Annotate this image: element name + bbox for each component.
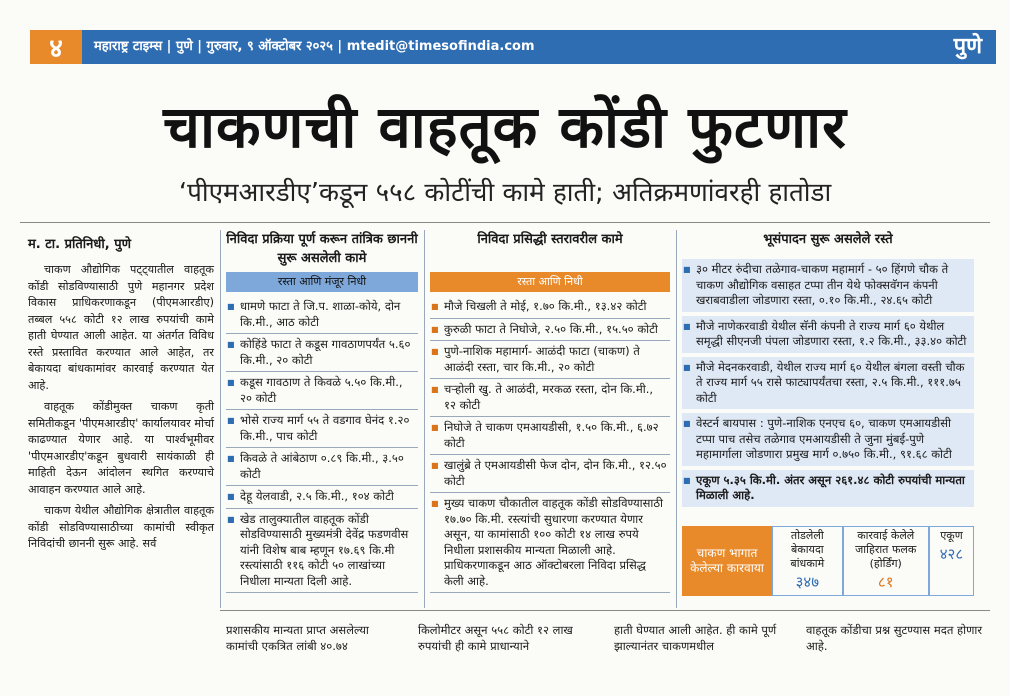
list-item: ■ धामणे फाटा ते जि.प. शाळा-कोये, दोन कि.मी., आठ कोटी [226, 296, 418, 334]
list-item: ■ मौजे मेदनकरवाडी, येथील राज्य मार्ग ६० येथील बंगला वस्ती चौक ते राज्य मार्ग ५५ रासे फाट्यापर्यंतचा रस्ता, २.५ कि.मी., १११.७५ कोटी [682, 357, 974, 410]
column-divider [424, 230, 425, 608]
list-item-total: ■ एकूण ५.३५ कि.मी. अंतर असून २६१.४८ कोटी रुपयांची मान्यता मिळाली आहे. [682, 470, 974, 507]
column-tender-stage [430, 230, 670, 593]
column-land-acquisition [682, 230, 974, 511]
stat-value: ३४७ [795, 573, 820, 591]
divider [220, 610, 990, 611]
paragraph: चाकण येथील औद्योगिक क्षेत्रातील वाहतूक कोंडी सोडविण्यासाठीच्या कामांची स्वीकृत निविदांची छाननी सुरू आहे. सर्व [28, 504, 214, 550]
paragraph: वाहतूक कोंडीमुक्त चाकण कृती समितीकडून 'पीएमआरडीए' कार्यालयावर मोर्चा काढण्यात येणार आहे. या पार्श्वभूमीवर 'पीएमआरडीए'कडून बुधवारी सायंकाळी ही माहिती देऊन आंदोलन स्थगित करण्याचे आवाहन करण्यात आले आहे. [28, 400, 214, 496]
byline: म. टा. प्रतिनिधी, पुणे [28, 237, 131, 252]
stat-label: एकूण [940, 529, 963, 542]
bottom-text: प्रशासकीय मान्यता प्राप्त असलेल्या कामांची एकत्रित लांबी ४०.७४ [226, 623, 369, 653]
column-subheader: रस्ता आणि निधी [430, 272, 670, 292]
article-body [28, 262, 214, 558]
divider [20, 222, 990, 223]
list-item: ■ मुख्य चाकण चौकातील वाहतूक कोंडी सोडविण्यासाठी १७.७० कि.मी. रस्त्यांची सुधारणा करण्यात येणार असून, या कामांसाठी १०० कोटी १४ लाख रुपये निधीला प्रशासकीय मान्यता मिळाली आहे. प्राधिकरणाकडून आठ ऑक्टोबरला निविदा प्रसिद्ध केली आहे. [430, 493, 670, 593]
masthead-band [30, 30, 996, 64]
stat-label: कारवाई केलेले जाहिरात फलक (होर्डिंग) [855, 529, 917, 570]
column-heading: निविदा प्रसिद्धी स्तरावरील कामे [477, 232, 623, 247]
stat-value: ४२८ [939, 545, 964, 563]
section-label: पुणे [953, 34, 982, 59]
list-item: ■ मौजे नाणेकरवाडी येथील सॅनी कंपनी ते राज्य मार्ग ६० येथील समृद्धी सीएनजी पंपला जोडणारा रस्ता, १.२ कि.मी., ३३.४० कोटी [682, 316, 974, 353]
subheadline: ‘पीएमआरडीए’कडून ५५८ कोटींची कामे हाती; अतिक्रमणांवरही हातोडा [178, 178, 832, 208]
list-item: ■ कडूस गावठाण ते किवळे ५.५० कि.मी., २० कोटी [226, 372, 418, 410]
list-item: ■ चऱ्होली खु. ते आळंदी, मरकळ रस्ता, दोन कि.मी., १२ कोटी [430, 379, 670, 417]
list-item: ■ निघोजे ते चाकण एमआयडीसी, १.५० कि.मी., ६.७२ कोटी [430, 417, 670, 455]
stat-value: ८१ [877, 573, 894, 591]
list-item: ■ भोसे राज्य मार्ग ५५ ते वडगाव घेनंद १.२० कि.मी., पाच कोटी [226, 410, 418, 448]
list-item: ■ पुणे-नाशिक महामार्ग- आळंदी फाटा (चाकण) ते आळंदी रस्ता, चार कि.मी., २० कोटी [430, 341, 670, 379]
column-divider [676, 230, 677, 608]
list-item: ■ कोहिंडे फाटा ते कडूस गावठाणपर्यंत ५.६० कि.मी., २० कोटी [226, 334, 418, 372]
list-item: ■ ३० मीटर रुंदीचा तळेगाव-चाकण महामार्ग - ५० हिंगणे चौक ते चाकण औद्योगिक वसाहत टप्पा तीन येथे फोक्सवॅगन कंपनी खराबवाडीला जोडणारा रस्ता, ०.१० कि.मी., २४.६५ कोटी [682, 259, 974, 312]
column-subheader: रस्ता आणि मंजूर निधी [226, 272, 418, 292]
column-heading: निविदा प्रक्रिया पूर्ण करून तांत्रिक छाननी सुरू असलेली कामे [226, 232, 418, 266]
list-item: ■ देहू येलवाडी, २.५ कि.मी., १०४ कोटी [226, 486, 418, 509]
bottom-text: हाती घेण्यात आली आहेत. ही कामे पूर्ण झाल्यानंतर चाकणमधील [614, 623, 777, 653]
paragraph: चाकण औद्योगिक पट्ट्यातील वाहतूक कोंडी सोडविण्यासाठी पुणे महानगर प्रदेश विकास प्राधिकरणाकडून (पीएमआरडीए) तब्बल ५५८ कोटी १२ लाख रुपयांची कामे हाती घेण्यात आली आहेत. या अंतर्गत विविध रस्ते प्रस्तावित करण्यात आले आहेत, तर बेकायदा बांधकामांवर कारवाई करण्यात येत आहे. [28, 263, 214, 392]
list-item: ■ मौजे चिखली ते मोई, १.७० कि.मी., १३.४२ कोटी [430, 296, 670, 319]
list-item: ■ खेड तालुक्यातील वाहतूक कोंडी सोडविण्यासाठी मुख्यमंत्री देवेंद्र फडणवीस यांनी विशेष बाब म्हणून १७.६९ कि.मी रस्त्यांसाठी ११६ कोटी ५० लाखांच्या निधीला मान्यता दिली आहे. [226, 509, 418, 594]
stat-label: तोडलेली बेकायदा बांधकामे [790, 529, 825, 570]
action-stats-box [682, 526, 974, 596]
bottom-text: किलोमीटर असून ५५८ कोटी १२ लाख रुपयांची ही कामे प्राधान्याने [418, 623, 573, 653]
headline: चाकणची वाहतूक कोंडी फुटणार [163, 93, 847, 161]
stats-label: चाकण भागात केलेल्या कारवाया [682, 526, 772, 596]
column-under-scrutiny [226, 230, 418, 593]
list-item: ■ किवळे ते आंबेठाण ०.८९ कि.मी., ३.५० कोटी [226, 448, 418, 486]
stat-total [929, 526, 974, 596]
bottom-text: वाहतूक कोंडीचा प्रश्न सुटण्यास मदत होणार आहे. [806, 623, 983, 653]
column-divider [220, 230, 221, 608]
list-item: ■ वेस्टर्न बायपास : पुणे-नाशिक एनएच ६०, चाकण एमआयडीसी टप्पा पाच तसेच तळेगाव एमआयडीसी ते जुना मुंबई-पुणे महामार्गाला जोडणारा प्रमुख मार्ग ०.७५० कि.मी., ९१.६८ कोटी [682, 413, 974, 466]
stat-hoardings [843, 526, 929, 596]
masthead-meta: महाराष्ट्र टाइम्स | पुणे | गुरुवार, ९ ऑक्टोबर २०२५ | mtedit@timesofindia.com [94, 39, 535, 54]
column-heading: भूसंपादन सुरू असलेले रस्ते [763, 232, 893, 247]
list-item: ■ खालुंब्रे ते एमआयडीसी फेज दोन, दोन कि.मी., १२.५० कोटी [430, 455, 670, 493]
stat-demolished [772, 526, 843, 596]
list-item: ■ कुरुळी फाटा ते निघोजे, २.५० कि.मी., १५.५० कोटी [430, 319, 670, 342]
page-number: ४ [30, 30, 82, 64]
